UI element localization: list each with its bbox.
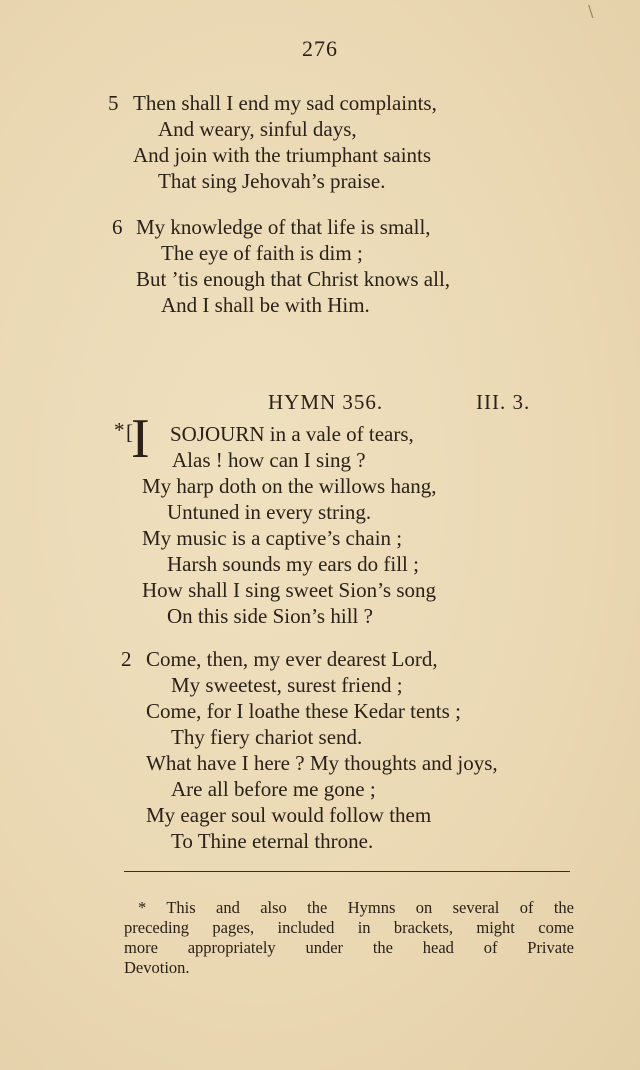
verse-line: Then shall I end my sad complaints, bbox=[133, 91, 437, 115]
verse-line: Alas ! how can I sing ? bbox=[172, 448, 366, 472]
footnote-line: preceding pages, included in brackets, might come bbox=[124, 918, 574, 937]
verse-line: Harsh sounds my ears do fill ; bbox=[167, 552, 419, 576]
verse-line: That sing Jehovah’s praise. bbox=[158, 169, 386, 193]
stanza-number: 2 bbox=[121, 647, 132, 671]
footnote-line: more appropriately under the head of Private bbox=[124, 938, 574, 957]
verse-line: Untuned in every string. bbox=[167, 500, 372, 524]
verse-line: Come, for I loathe these Kedar tents ; bbox=[146, 699, 461, 723]
footnote-divider bbox=[124, 871, 570, 872]
verse-line: To Thine eternal throne. bbox=[171, 829, 374, 853]
page-number: 276 bbox=[302, 36, 338, 61]
verse-line: My eager soul would follow them bbox=[146, 803, 432, 827]
hymn-stanza-2 bbox=[146, 646, 498, 854]
verse-line: My harp doth on the willows hang, bbox=[142, 474, 437, 498]
drop-cap: I bbox=[131, 408, 150, 470]
verse-line: And weary, sinful days, bbox=[158, 117, 357, 141]
verse-line: And join with the triumphant saints bbox=[133, 143, 432, 167]
verse-line: Thy fiery chariot send. bbox=[171, 725, 363, 749]
verse-line: My knowledge of that life is small, bbox=[136, 215, 431, 239]
verse-line: The eye of faith is dim ; bbox=[161, 241, 363, 265]
stanza-number: 6 bbox=[112, 215, 123, 239]
hymn-title: HYMN 356. bbox=[268, 390, 384, 414]
verse-line: But ’tis enough that Christ knows all, bbox=[136, 267, 451, 291]
verse-line: My sweetest, surest friend ; bbox=[171, 673, 403, 697]
stanza-number: 5 bbox=[108, 91, 119, 115]
verse-line: What have I here ? My thoughts and joys, bbox=[146, 751, 498, 775]
stanza-5 bbox=[133, 90, 437, 194]
verse-line: My music is a captive’s chain ; bbox=[142, 526, 403, 550]
stanza-6 bbox=[136, 214, 450, 318]
hymn-stanza-1 bbox=[142, 421, 437, 629]
page-corner-mark-icon: ∖ bbox=[585, 4, 596, 21]
verse-line: Are all before me gone ; bbox=[171, 777, 376, 801]
verse-line: SOJOURN in a vale of tears, bbox=[170, 422, 414, 446]
footnote-line: * This and also the Hymns on several of the bbox=[138, 898, 574, 917]
footnote-marker: * bbox=[114, 418, 125, 442]
hymn-meter: III. 3. bbox=[476, 390, 531, 414]
footnote-line: Devotion. bbox=[124, 958, 190, 977]
verse-line: Come, then, my ever dearest Lord, bbox=[146, 647, 438, 671]
verse-line: How shall I sing sweet Sion’s song bbox=[142, 578, 436, 602]
open-bracket: [ bbox=[126, 420, 133, 444]
verse-line: And I shall be with Him. bbox=[161, 293, 370, 317]
verse-line: On this side Sion’s hill ? bbox=[167, 604, 373, 628]
footnote bbox=[124, 898, 574, 978]
